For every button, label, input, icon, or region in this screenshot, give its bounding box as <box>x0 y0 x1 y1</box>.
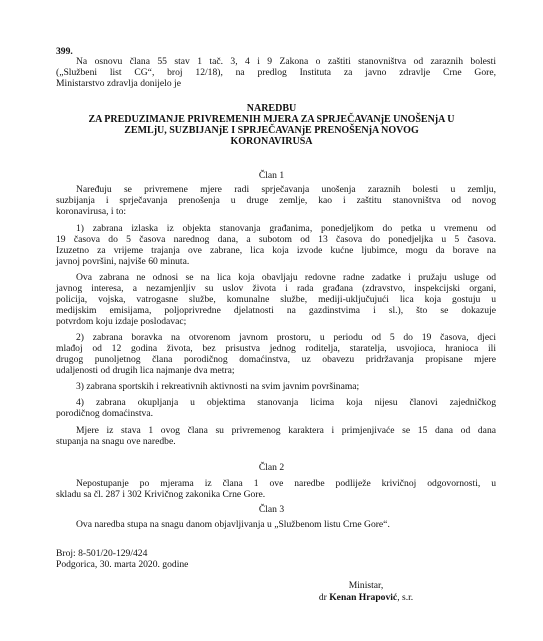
article-1-p1-line-3: koronavirusa, i to: <box>56 206 127 217</box>
article-1-closing-line-1: Mjere iz stava 1 ovog člana su privremenog karaktera i primjenjivaće se 15 dana od dana <box>76 425 496 436</box>
article-3-heading: Član 3 <box>258 504 285 515</box>
article-1-exception-line-1: Ova zabrana ne odnosi se na lica koja obavljaju redovne radne zadatke i pružaju usluge od <box>76 272 496 283</box>
document-subtitle-line-3: KORONAVIRUSA <box>230 136 313 147</box>
article-3-text: Ova naredba stupa na snagu danom objavljivanja u „Službenom listu Crne Gore“. <box>76 519 390 530</box>
article-2-line-2: skladu sa čl. 287 i 302 Krivičnog zakonika Crne Gore. <box>56 489 266 500</box>
article-1-item-4-line-2: porodičnog domaćinstva. <box>56 408 153 419</box>
article-2-line-1: Nepostupanje po mjerama iz člana 1 ove naredbe podliježe krivičnoj odgovornosti, u <box>76 478 496 489</box>
article-1-item-4-line-1: 4) zabrana okupljanja u objektima stanovanja licima koja nijesu članovi zajedničkog <box>76 397 496 408</box>
signatory-title: dr <box>318 592 327 603</box>
article-1-item-2-line-1: 2) zabrana boravka na otvorenom javnom prostoru, u periodu od 5 do 19 časova, djeci <box>76 332 496 343</box>
signatory-role: Ministar, <box>348 580 384 591</box>
article-1-item-1-line-2: 19 časova do 5 časova narednog dana, a subotom od 13 časova do ponedjeljka u 5 časova. <box>56 234 496 245</box>
article-1-p1-line-1: Naređuju se privremene mjere radi sprječavanja unošenja zaraznih bolesti u zemlju, <box>76 184 496 195</box>
intro-line-2: („Službeni list CG“, broj 12/18), na predlog Instituta za javno zdravlje Crne Gore, <box>56 67 496 78</box>
article-1-item-1-line-1: 1) zabrana izlaska iz objekta stanovanja građanima, ponedjeljkom do petka u vremenu od <box>76 223 496 234</box>
document-subtitle-line-1: ZA PREDUZIMANJE PRIVREMENIH MJERA ZA SPRJEČAVANjE UNOŠENjA U <box>88 114 455 125</box>
signatory <box>276 592 456 603</box>
document-subtitle-line-2: ZEMLjU, SUZBIJANjE I SPRJEČAVANjE PRENOŠENjA NOVOG <box>124 125 419 136</box>
document-title: NAREDBU <box>246 103 297 114</box>
article-1-exception-line-3: policija, vojska, vatrogasne službe, komunalne službe, mediji-uključujući lica koja gostuju u <box>56 294 496 305</box>
reference-number: Broj: 8-501/20-129/424 <box>56 548 148 559</box>
article-1-exception-line-4: medijskim emisijama, poljoprivredne djelatnosti na gazdinstvima i sl.), što se dokazuje <box>56 305 496 316</box>
article-1-exception-line-2: javnog interesa, a nezamjenljiv su uslov života i rada građana (zdravstvo, inspekcijski organi, <box>56 283 496 294</box>
article-1-item-1-line-4: javnoj površini, najviše 60 minuta. <box>56 256 190 267</box>
intro-line-1: Na osnovu člana 55 stav 1 tač. 3, 4 i 9 Zakona o zaštiti stanovništva od zaraznih bolesti <box>76 56 496 67</box>
article-1-item-3: 3) zabrana sportskih i rekreativnih aktivnosti na svim javnim površinama; <box>76 381 360 392</box>
article-1-item-2-line-2: mlađoj od 12 godina života, bez prisustva jednog roditelja, staratelja, usvojioca, hranioca ili <box>56 343 496 354</box>
intro-line-3: Ministarstvo zdravlja donijelo je <box>56 78 181 89</box>
signatory-suffix: , s.r. <box>397 592 414 603</box>
article-1-heading: Član 1 <box>258 170 285 181</box>
article-1-item-2-line-3: drugog punoljetnog člana porodičnog domaćinstva, uz obavezu pridržavanja propisane mjere <box>56 354 496 365</box>
issue-date: Podgorica, 30. marta 2020. godine <box>56 559 189 570</box>
article-1-p1-line-2: suzbijanja i sprječavanja prenošenja u druge zemlje, kao i zaštitu stanovništva od novog <box>56 195 496 206</box>
article-1-item-2-line-4: udaljenosti od drugih lica najmanje dva metra; <box>56 365 235 376</box>
article-1-item-1-line-3: Izuzetno za vrijeme trajanja ove zabrane, lica koja izvode kućne ljubimce, mogu da borave na <box>56 245 496 256</box>
article-1-exception-line-5: potvrdom koju izdaje poslodavac; <box>56 316 187 327</box>
article-1-closing-line-2: stupanja na snagu ove naredbe. <box>56 436 176 447</box>
article-2-heading: Član 2 <box>258 462 285 473</box>
signatory-name: Kenan Hrapović <box>329 592 398 603</box>
regulation-number: 399. <box>56 46 73 57</box>
